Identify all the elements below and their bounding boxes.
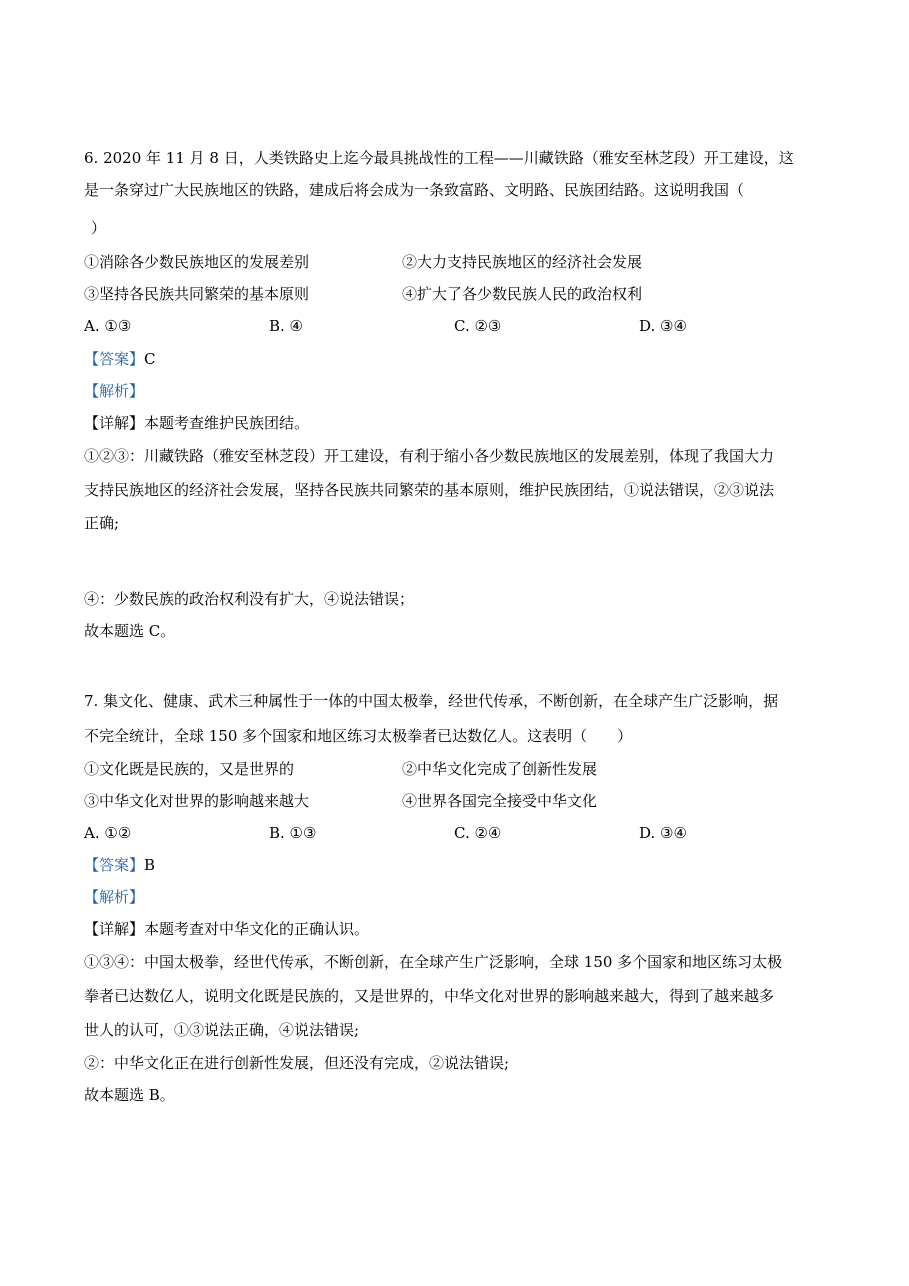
q6-detail: [84, 413, 309, 433]
q6-statement-4: ④扩大了各少数民族人民的政治权利: [402, 285, 643, 303]
q7-analysis: [84, 887, 144, 907]
q6-choice-a: A. ①③: [84, 317, 132, 335]
q6-choice-c: C. ②③: [454, 317, 502, 335]
q7-detail-tag: 【详解】: [84, 920, 145, 938]
q6-explanation-line-1: ①②③：川藏铁路（雅安至林芝段）开工建设，有利于缩小各少数民族地区的发展差别，体现了我国大力: [84, 447, 775, 465]
q7-analysis-tag: 【解析】: [84, 888, 145, 906]
q6-stem-line-2: 是一条穿过广大民族地区的铁路，建成后将会成为一条致富路、文明路、民族团结路。这说明我国（: [84, 181, 745, 199]
q7-choice-c: C. ②④: [454, 824, 502, 842]
q7-explanation-line-1: ①③④：中国太极拳，经世代传承，不断创新，在全球产生广泛影响，全球 150 多个国家和地区练习太极: [84, 953, 783, 971]
q6-statement-2: ②大力支持民族地区的经济社会发展: [402, 253, 643, 271]
q6-answer-tag: 【答案】: [84, 350, 145, 368]
q7-choice-b: B. ①③: [269, 824, 317, 842]
q6-statement-1: ①消除各少数民族地区的发展差别: [84, 253, 310, 271]
q7-choice-a: A. ①②: [84, 824, 132, 842]
q6-analysis: [84, 381, 144, 401]
q7-statement-1: ①文化既是民族的，又是世界的: [84, 760, 295, 778]
q7-explanation-line-4: ②：中华文化正在进行创新性发展，但还没有完成，②说法错误;: [84, 1054, 510, 1072]
q6-explanation-line-5: 故本题选 C。: [84, 622, 176, 640]
q6-answer-value: C: [144, 350, 156, 368]
q7-explanation-line-5: 故本题选 B。: [84, 1086, 175, 1104]
q7-detail-text: 本题考查对中华文化的正确认识。: [144, 920, 370, 938]
q7-statement-3: ③中华文化对世界的影响越来越大: [84, 792, 310, 810]
q7-statement-4: ④世界各国完全接受中华文化: [402, 792, 598, 810]
q6-choice-d: D. ③④: [639, 317, 687, 335]
q6-statement-3: ③坚持各民族共同繁荣的基本原则: [84, 285, 310, 303]
q7-answer-tag: 【答案】: [84, 856, 145, 874]
q7-stem-line-2: 不完全统计，全球 150 多个国家和地区练习太极拳者已达数亿人。这表明（ ）: [84, 727, 633, 745]
q7-choice-d: D. ③④: [639, 824, 687, 842]
q7-explanation-line-2: 拳者已达数亿人，说明文化既是民族的，又是世界的，中华文化对世界的影响越来越大，得到了越来越多: [84, 987, 775, 1005]
q7-statement-2: ②中华文化完成了创新性发展: [402, 760, 598, 778]
q7-explanation-line-3: 世人的认可，①③说法正确，④说法错误;: [84, 1021, 360, 1039]
q7-detail: [84, 919, 369, 939]
q6-choice-b: B. ④: [269, 317, 304, 335]
q6-detail-text: 本题考查维护民族团结。: [144, 414, 310, 432]
q7-answer: [84, 855, 155, 875]
q6-stem-line-1: 6. 2020 年 11 月 8 日，人类铁路史上迄今最具挑战性的工程——川藏铁路（雅安至林芝段）开工建设，这: [84, 149, 794, 167]
q7-stem-line-1: 7. 集文化、健康、武术三种属性于一体的中国太极拳，经世代传承，不断创新，在全球产生广泛影响，据: [84, 692, 779, 710]
q6-explanation-line-4: ④：少数民族的政治权利没有扩大，④说法错误；: [84, 590, 415, 608]
q6-explanation-line-2: 支持民族地区的经济社会发展，坚持各民族共同繁荣的基本原则，维护民族团结，①说法错误，②③说法: [84, 481, 775, 499]
q7-answer-value: B: [144, 856, 156, 874]
q6-stem-line-3: ）: [91, 219, 107, 237]
q6-detail-tag: 【详解】: [84, 414, 145, 432]
q6-explanation-line-3: 正确;: [84, 514, 120, 532]
q6-analysis-tag: 【解析】: [84, 382, 145, 400]
q6-answer: [84, 349, 156, 369]
